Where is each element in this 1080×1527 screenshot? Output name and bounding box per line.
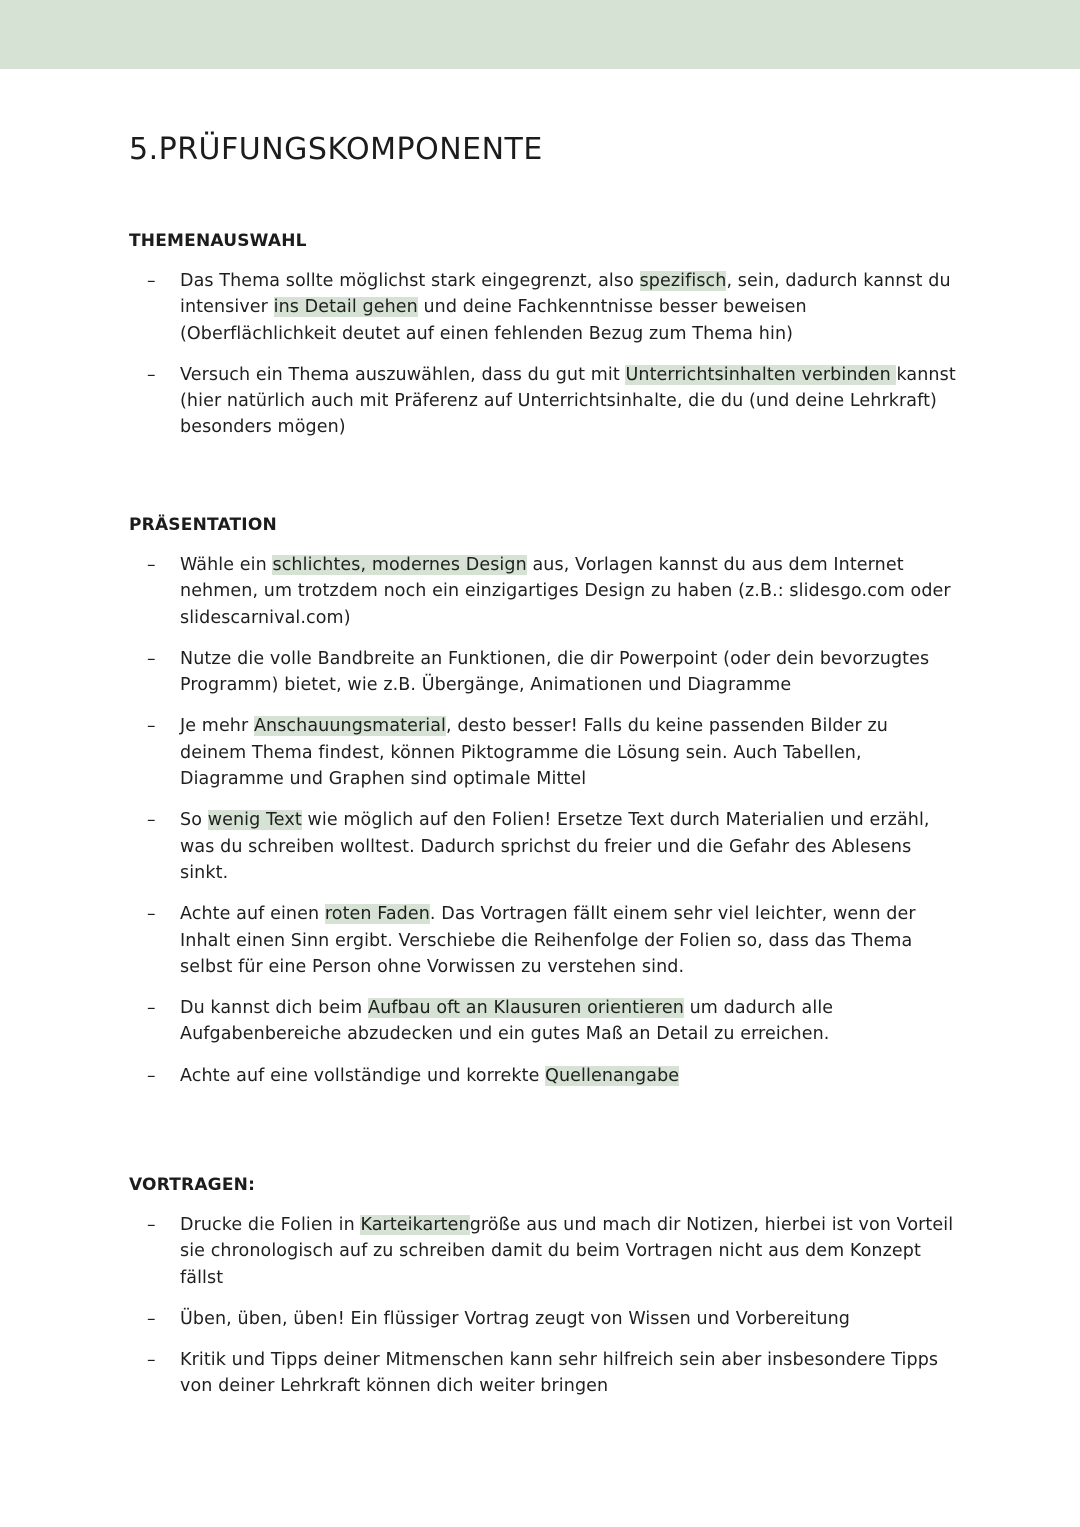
body-text: , sein, dadurch kannst du intensiver <box>180 271 951 318</box>
body-text: Kritik und Tipps deiner Mitmenschen kann sehr hilfreich sein aber insbesondere Tipps von deiner Lehrkraft können dich weiter bringen <box>180 1350 939 1397</box>
section-heading: PRÄSENTATION <box>129 515 277 535</box>
highlighted-text: wenig Text <box>207 810 302 831</box>
body-text: und deine Fachkenntnisse besser beweisen (Oberflächlichkeit deutet auf einen fehlenden Bezug zum Thema hin) <box>180 297 807 344</box>
section-heading: VORTRAGEN: <box>129 1175 256 1195</box>
list-item <box>129 1306 959 1332</box>
page-title: 5.PRÜFUNGSKOMPONENTE <box>129 132 543 167</box>
bullet-dash: – <box>147 1308 156 1329</box>
header-band <box>0 0 1080 69</box>
section-themenauswahl <box>129 229 959 441</box>
body-text: Wähle ein <box>180 555 273 575</box>
highlighted-text: Karteikarten <box>360 1215 470 1235</box>
highlighted-text: spezifisch <box>639 271 727 291</box>
list-item <box>129 713 959 792</box>
body-text: Versuch ein Thema auszuwählen, dass du gut mit <box>180 364 626 385</box>
body-text: Du kannst dich beim <box>180 998 368 1019</box>
highlighted-text: Unterrichtsinhalten verbinden <box>625 364 897 385</box>
bullet-dash: – <box>147 998 156 1019</box>
list-item <box>129 1212 959 1291</box>
bullet-dash: – <box>147 716 156 737</box>
bullet-dash: – <box>147 1215 156 1235</box>
list-item <box>129 646 959 699</box>
body-text: Je mehr <box>180 716 254 737</box>
body-text: So <box>180 810 208 831</box>
list-item <box>129 1063 959 1089</box>
bullet-dash: – <box>147 648 156 669</box>
bullet-list <box>129 1212 959 1400</box>
bullet-dash: – <box>147 555 156 575</box>
body-text: Nutze die volle Bandbreite an Funktionen, die dir Powerpoint (oder dein bevorzugtes Programm) bietet, wie z.B. Übergänge, Animationen und Diagramme <box>180 648 930 696</box>
body-text: Drucke die Folien in <box>180 1215 361 1235</box>
bullet-dash: – <box>147 1350 156 1371</box>
body-text: . Das Vortragen fällt einem sehr viel leichter, wenn der Inhalt einen Sinn ergibt. Verschiebe die Reihenfolge der Folien so, dass das Thema selbst für eine Person ohne Vorwissen zu verstehen sind. <box>180 904 916 977</box>
highlighted-text: Anschauungsmaterial <box>253 716 447 737</box>
highlighted-text: Quellenangabe <box>545 1065 680 1086</box>
list-item <box>129 901 959 980</box>
highlighted-text: Aufbau oft an Klausuren orientieren <box>368 998 684 1019</box>
highlighted-text: ins Detail gehen <box>273 297 418 318</box>
body-text: wie möglich auf den Folien! Ersetze Text durch Materialien und erzähl, was du schreiben wolltest. Dadurch sprichst du freier und die Gefahr des Ablesens sinkt. <box>180 810 930 883</box>
list-item <box>129 552 959 631</box>
list-item <box>129 362 959 441</box>
bullet-dash: – <box>147 810 156 831</box>
body-text: aus, Vorlagen kannst du aus dem Internet nehmen, um trotzdem noch ein einzigartiges Design zu haben (z.B.: slidesgo.com oder slidescarnival.com) <box>180 555 951 628</box>
section-vortragen <box>129 1173 959 1400</box>
body-text: , desto besser! Falls du keine passenden Bilder zu deinem Thema findest, können Piktogramme die Lösung sein. Auch Tabellen, Diagramme und Graphen sind optimale Mittel <box>180 716 888 790</box>
section-heading: THEMENAUSWAHL <box>129 231 307 251</box>
body-text: Üben, üben, üben! Ein flüssiger Vortrag zeugt von Wissen und Vorbereitung <box>180 1308 850 1329</box>
highlighted-text: schlichtes, modernes Design <box>272 555 527 575</box>
bullet-list <box>129 552 959 1089</box>
list-item <box>129 1347 959 1400</box>
section-praesentation <box>129 513 959 1089</box>
list-item <box>129 807 959 886</box>
list-item <box>129 268 959 347</box>
body-text: größe aus und mach dir Notizen, hierbei ist von Vorteil sie chronologisch auf zu schreiben damit du beim Vortragen nicht aus dem Konzept fällst <box>180 1215 954 1288</box>
bullet-dash: – <box>147 364 156 385</box>
bullet-list <box>129 268 959 441</box>
body-text: Das Thema sollte möglichst stark eingegrenzt, also <box>180 271 640 291</box>
bullet-dash: – <box>147 904 156 925</box>
highlighted-text: roten Faden <box>324 904 430 925</box>
body-text: Achte auf eine vollständige und korrekte <box>180 1065 546 1086</box>
document-page <box>129 128 959 1397</box>
body-text: kannst (hier natürlich auch mit Präferenz auf Unterrichtsinhalte, die du (und deine Lehrkraft) besonders mögen) <box>180 364 956 438</box>
body-text: Achte auf einen <box>180 904 325 925</box>
list-item <box>129 995 959 1048</box>
body-text: um dadurch alle Aufgabenbereiche abzudecken und ein gutes Maß an Detail zu erreichen. <box>180 998 834 1045</box>
bullet-dash: – <box>147 271 156 291</box>
bullet-dash: – <box>147 1065 156 1086</box>
